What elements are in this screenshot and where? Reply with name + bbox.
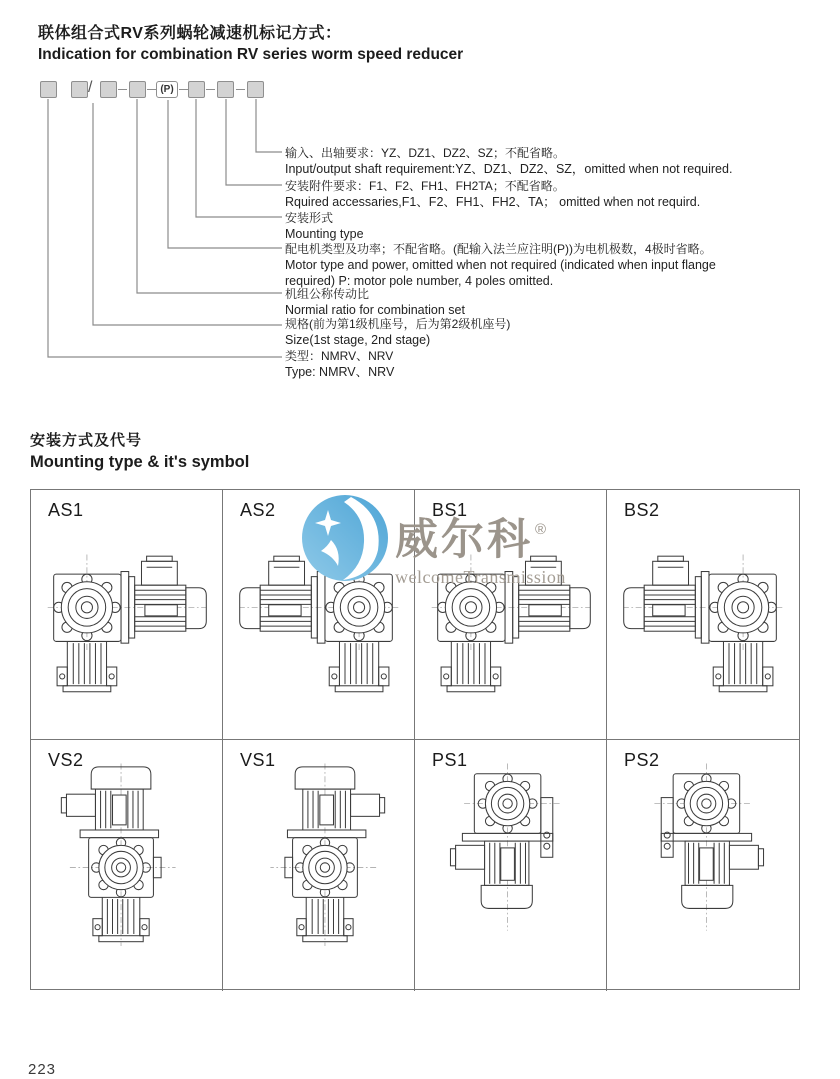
- title-en: Indication for combination RV series worm speed reducer: [38, 46, 464, 63]
- mounting-cell-bs1: [415, 490, 607, 740]
- mounting-cell-as1: [31, 490, 223, 740]
- mounting-cell-ps2: [607, 740, 799, 991]
- legend-en: Mounting type: [285, 227, 364, 241]
- legend-entry: [285, 317, 510, 348]
- legend-en: required) P: motor pole number, 4 poles omitted.: [285, 274, 554, 288]
- gearbox-motor-drawing: [238, 516, 400, 720]
- legend-zh: 机组公称传动比: [285, 287, 370, 301]
- mounting-type-label: BS1: [432, 500, 468, 520]
- legend-zh: 安装附件要求：F1、F2、FH1、FH2TA；不配省略。: [285, 179, 565, 193]
- mounting-cell-bs2: [607, 490, 799, 740]
- mounting-type-label: VS1: [240, 750, 276, 770]
- legend-en: Rquired accessaries,F1、F2、FH1、FH2、TA； omitted when not requird.: [285, 195, 701, 209]
- gearbox-motor-drawing: [238, 754, 400, 958]
- gearbox-motor-drawing: [46, 516, 208, 720]
- legend-zh: 输入、出轴要求：YZ、DZ1、DZ2、SZ；不配省略。: [285, 146, 566, 160]
- legend-en: Normial ratio for combination set: [285, 303, 465, 317]
- legend-entry: [285, 349, 394, 380]
- brand-subtitle: welcomeTransmission: [395, 567, 566, 587]
- legend-zh: 类型：NMRV、NRV: [285, 349, 394, 363]
- mounting-cell-as2: [223, 490, 415, 740]
- mounting-section-title: [30, 429, 249, 472]
- legend-en: Type: NMRV、NRV: [285, 365, 395, 379]
- mounting-title-en: Mounting type & it's symbol: [30, 453, 250, 471]
- mounting-title-zh: 安装方式及代号: [30, 432, 143, 449]
- designation-slash: /: [88, 79, 93, 96]
- page-number: 223: [28, 1061, 57, 1078]
- brand-name: 威尔科: [395, 516, 533, 564]
- title-zh: 联体组合式RV系列蜗轮减速机标记方式：: [38, 25, 342, 42]
- designation-p-box: (P): [156, 81, 178, 98]
- legend-zh: 规格(前为第1级机座号，后为第2级机座号): [285, 317, 511, 331]
- gearbox-motor-drawing: [46, 754, 208, 958]
- legend-entry: [285, 179, 700, 210]
- legend-zh: 安装形式: [285, 211, 334, 225]
- mounting-type-label: PS2: [624, 750, 660, 770]
- mounting-type-label: AS2: [240, 500, 276, 520]
- legend-entry: [285, 211, 364, 242]
- legend-zh: 配电机类型及功率；不配省略。(配输入法兰应注明(P))为电机极数，4极时省略。: [285, 242, 712, 256]
- legend-entry: [285, 242, 716, 289]
- gearbox-motor-drawing: [430, 754, 592, 958]
- legend-entry: [285, 146, 732, 177]
- mounting-type-label: BS2: [624, 500, 660, 520]
- mounting-cell-vs1: [223, 740, 415, 991]
- mounting-cell-ps1: [415, 740, 607, 991]
- mounting-grid: [30, 489, 800, 990]
- legend-en: Size(1st stage, 2nd stage): [285, 333, 431, 347]
- legend-en: Input/output shaft requirement:YZ、DZ1、DZ2、SZ，omitted when not required.: [285, 162, 733, 176]
- registered-mark: ®: [535, 521, 547, 538]
- mounting-type-label: PS1: [432, 750, 468, 770]
- mounting-type-label: VS2: [48, 750, 84, 770]
- gearbox-motor-drawing: [622, 754, 784, 958]
- legend-entry: [285, 287, 465, 318]
- mounting-type-label: AS1: [48, 500, 84, 520]
- gearbox-motor-drawing: [622, 516, 784, 720]
- mounting-cell-vs2: [31, 740, 223, 991]
- legend-en: Motor type and power, omitted when not required (indicated when input flange: [285, 258, 716, 272]
- gearbox-motor-drawing: [430, 516, 592, 720]
